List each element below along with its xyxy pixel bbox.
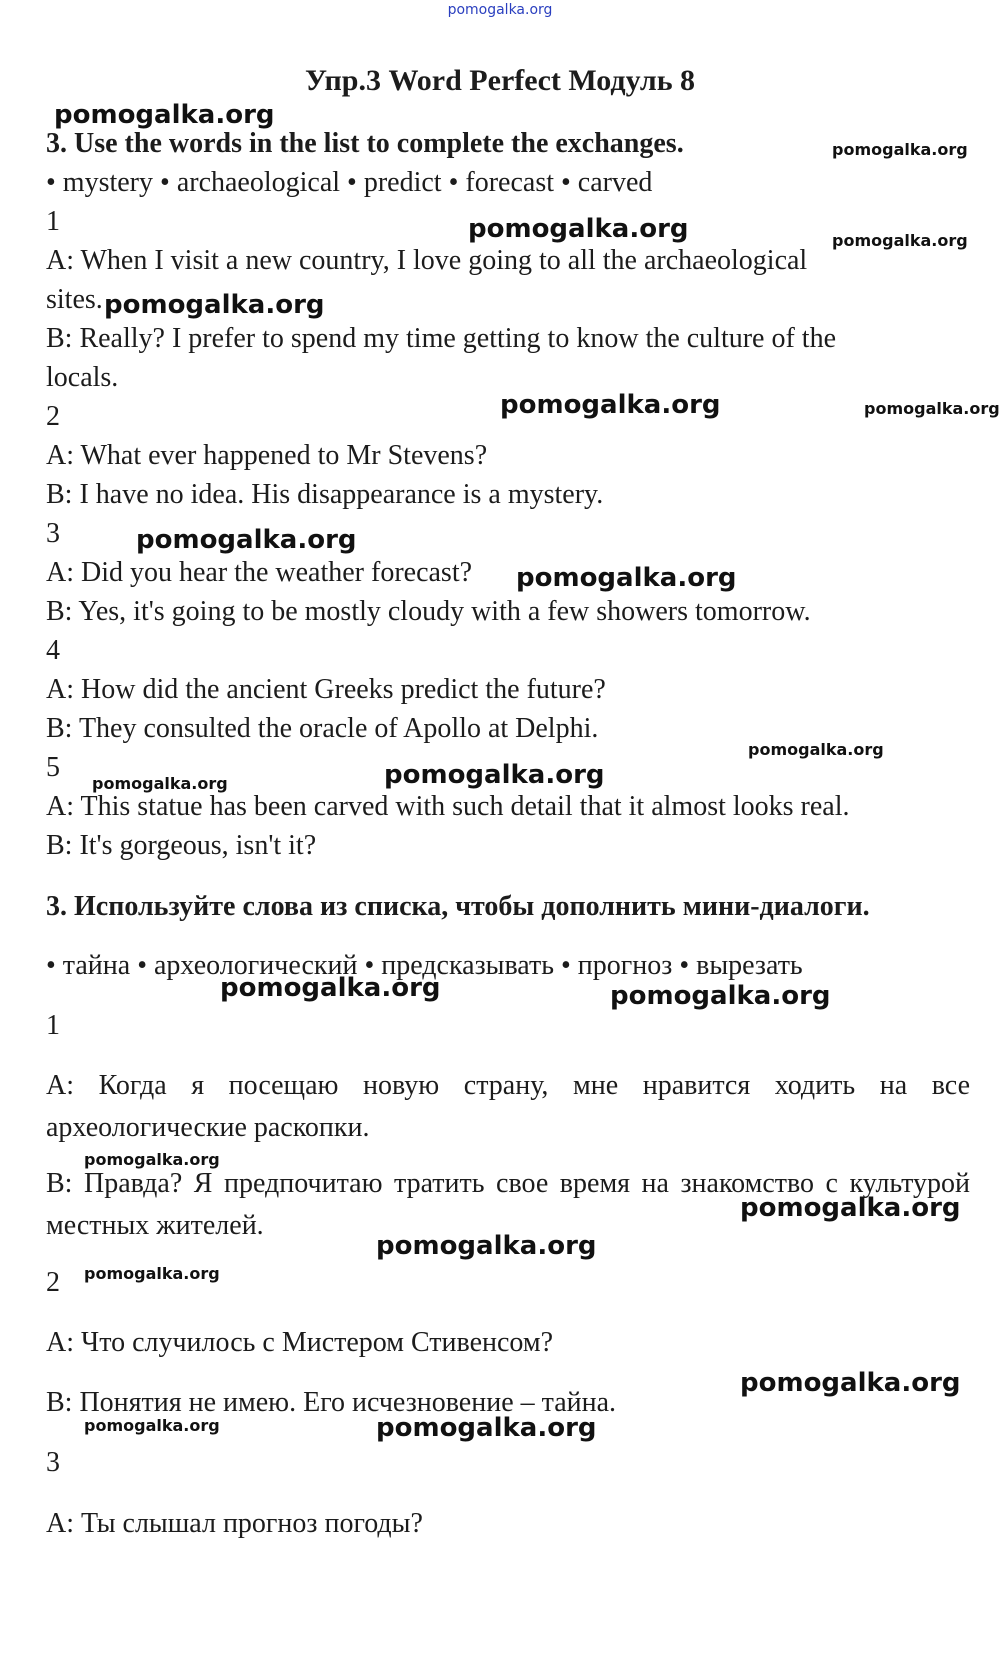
english-item-2-number: 2 <box>46 401 60 432</box>
watermark: pomogalka.org <box>384 760 605 790</box>
english-item-4-line-a: A: How did the ancient Greeks predict the future? <box>46 674 606 705</box>
english-item-1-line-b-cont: locals. <box>46 362 119 393</box>
watermark: pomogalka.org <box>104 290 325 320</box>
watermark: pomogalka.org <box>500 390 721 420</box>
english-item-1-line-a-cont: sites. <box>46 284 103 315</box>
english-item-3-line-b: B: Yes, it's going to be mostly cloudy with a few showers tomorrow. <box>46 596 811 627</box>
english-item-5-number: 5 <box>46 752 60 783</box>
watermark: pomogalka.org <box>84 1264 220 1283</box>
watermark: pomogalka.org <box>748 740 884 759</box>
watermark: pomogalka.org <box>54 100 275 130</box>
russian-item-3-number: 3 <box>46 1447 60 1478</box>
english-item-4-number: 4 <box>46 635 60 666</box>
english-word-list: • mystery • archaeological • predict • forecast • carved <box>46 167 653 198</box>
site-header-link[interactable]: pomogalka.org <box>447 2 553 18</box>
english-item-5-line-a: A: This statue has been carved with such detail that it almost looks real. <box>46 791 850 822</box>
english-item-5-line-b: B: It's gorgeous, isn't it? <box>46 830 317 861</box>
watermark: pomogalka.org <box>468 214 689 244</box>
watermark: pomogalka.org <box>84 1150 220 1169</box>
watermark: pomogalka.org <box>832 140 968 159</box>
watermark: pomogalka.org <box>832 231 968 250</box>
watermark: pomogalka.org <box>376 1413 597 1443</box>
russian-item-1-line-b: B: Правда? Я предпочитаю тратить свое время на знакомство с культурой местных жителей. <box>46 1168 970 1241</box>
watermark: pomogalka.org <box>864 399 1000 418</box>
watermark: pomogalka.org <box>740 1193 961 1223</box>
english-item-2-line-b: B: I have no idea. His disappearance is a mystery. <box>46 479 604 510</box>
russian-item-1-line-a: A: Когда я посещаю новую страну, мне нравится ходить на все археологические раскопки. <box>46 1070 970 1143</box>
russian-item-2-line-b: B: Понятия не имею. Его исчезновение – тайна. <box>46 1387 617 1418</box>
russian-instruction: 3. Используйте слова из списка, чтобы дополнить мини-диалоги. <box>46 891 870 922</box>
watermark: pomogalka.org <box>376 1231 597 1261</box>
watermark: pomogalka.org <box>220 973 441 1003</box>
page-title: Упр.3 Word Perfect Модуль 8 <box>304 64 696 97</box>
english-instruction: 3. Use the words in the list to complete the exchanges. <box>46 128 684 159</box>
watermark: pomogalka.org <box>92 774 228 793</box>
watermark: pomogalka.org <box>516 563 737 593</box>
english-item-1-number: 1 <box>46 206 60 237</box>
english-item-3-number: 3 <box>46 518 60 549</box>
english-item-4-line-b: B: They consulted the oracle of Apollo at Delphi. <box>46 713 599 744</box>
english-item-1-line-b: B: Really? I prefer to spend my time getting to know the culture of the <box>46 323 837 354</box>
russian-item-3-line-a: A: Ты слышал прогноз погоды? <box>46 1508 423 1539</box>
watermark: pomogalka.org <box>136 525 357 555</box>
russian-item-1-number: 1 <box>46 1010 60 1041</box>
russian-item-2-line-a: A: Что случилось с Мистером Стивенсом? <box>46 1327 554 1358</box>
russian-item-2-number: 2 <box>46 1267 60 1298</box>
russian-word-list: • тайна • археологический • предсказывать • прогноз • вырезать <box>46 950 803 981</box>
watermark: pomogalka.org <box>84 1416 220 1435</box>
watermark: pomogalka.org <box>740 1368 961 1398</box>
watermark: pomogalka.org <box>610 981 831 1011</box>
english-item-3-line-a: A: Did you hear the weather forecast? <box>46 557 473 588</box>
english-item-1-line-a: A: When I visit a new country, I love going to all the archaeological <box>46 245 808 276</box>
english-item-2-line-a: A: What ever happened to Mr Stevens? <box>46 440 488 471</box>
